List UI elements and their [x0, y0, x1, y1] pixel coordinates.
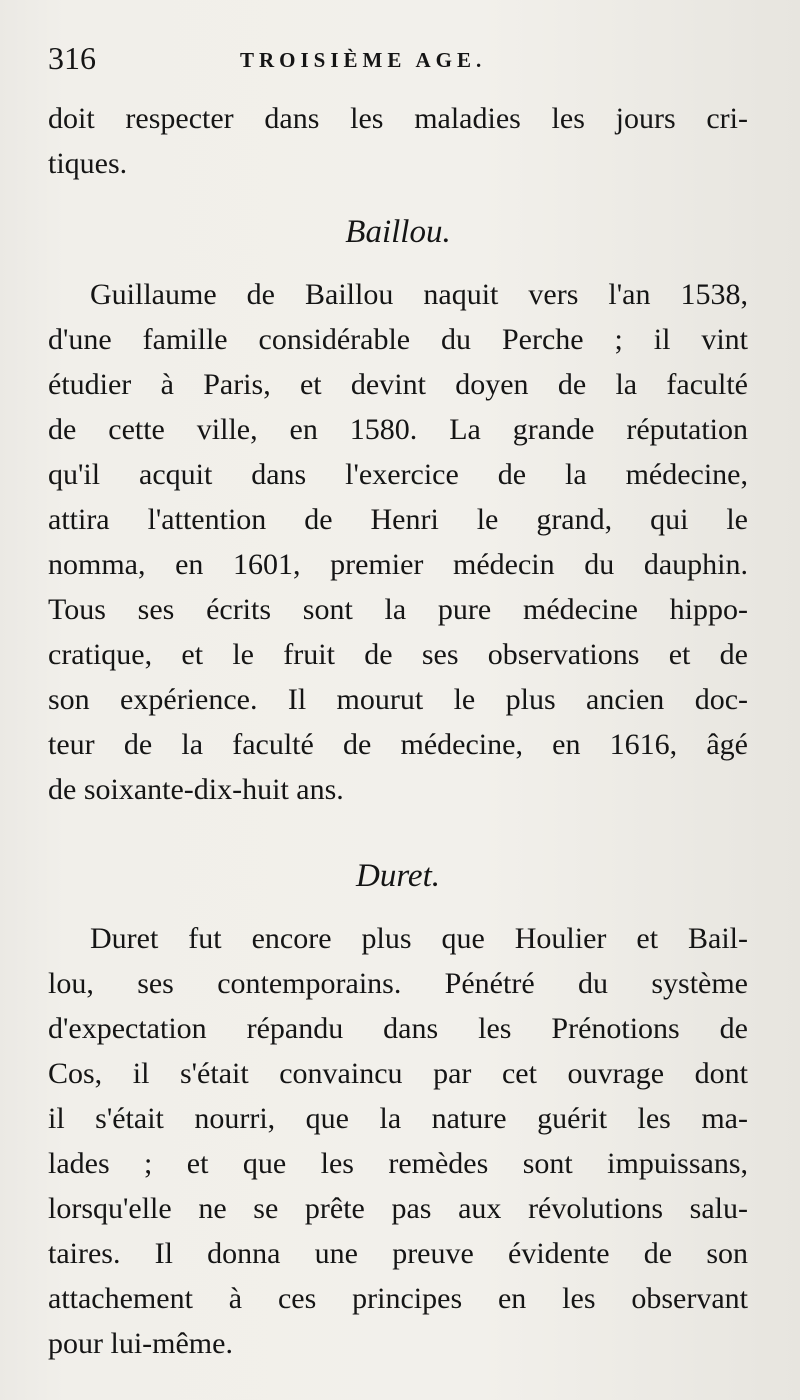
page-number: 316 — [48, 40, 96, 76]
text-line: d'une famille considérable du Perche ; il vint — [48, 323, 748, 356]
page-header — [48, 40, 748, 80]
text-line: de cette ville, en 1580. La grande réputation — [48, 413, 748, 446]
text-line: d'expectation répandu dans les Prénotions de — [48, 1012, 748, 1045]
text-line: cratique, et le fruit de ses observations et de — [48, 638, 748, 671]
text-line: teur de la faculté de médecine, en 1616, âgé — [48, 728, 748, 761]
text-line: de soixante-dix-huit ans. — [48, 773, 344, 806]
text-line: étudier à Paris, et devint doyen de la faculté — [48, 368, 748, 401]
text-line: pour lui-même. — [48, 1327, 233, 1360]
text-line: taires. Il donna une preuve évidente de son — [48, 1237, 748, 1270]
text-line: doit respecter dans les maladies les jours cri- — [48, 102, 748, 135]
text-line: Duret fut encore plus que Houlier et Bail- — [90, 922, 748, 955]
section-baillou — [48, 272, 748, 812]
text-line: son expérience. Il mourut le plus ancien doc- — [48, 683, 748, 716]
text-line: lou, ses contemporains. Pénétré du système — [48, 967, 748, 1000]
section-title-baillou: Baillou. — [345, 214, 451, 250]
text-line: Tous ses écrits sont la pure médecine hippo- — [48, 593, 748, 626]
text-line: lades ; et que les remèdes sont impuissans, — [48, 1147, 748, 1180]
text-line: qu'il acquit dans l'exercice de la médecine, — [48, 458, 748, 491]
section-title-duret: Duret. — [355, 858, 440, 894]
running-head: TROISIÈME AGE. — [240, 48, 487, 72]
text-line: Cos, il s'était convaincu par cet ouvrage dont — [48, 1057, 748, 1090]
text-line: il s'était nourri, que la nature guérit les ma- — [48, 1102, 748, 1135]
text-line: lorsqu'elle ne se prête pas aux révolutions salu- — [48, 1192, 748, 1225]
body-text — [48, 96, 748, 1366]
text-line: Guillaume de Baillou naquit vers l'an 1538, — [90, 278, 748, 311]
text-line: tiques. — [48, 147, 128, 180]
text-line: attira l'attention de Henri le grand, qui le — [48, 503, 748, 536]
text-line: nomma, en 1601, premier médecin du dauphin. — [48, 548, 748, 581]
section-duret — [48, 916, 748, 1366]
text-line: attachement à ces principes en les observant — [48, 1282, 748, 1315]
